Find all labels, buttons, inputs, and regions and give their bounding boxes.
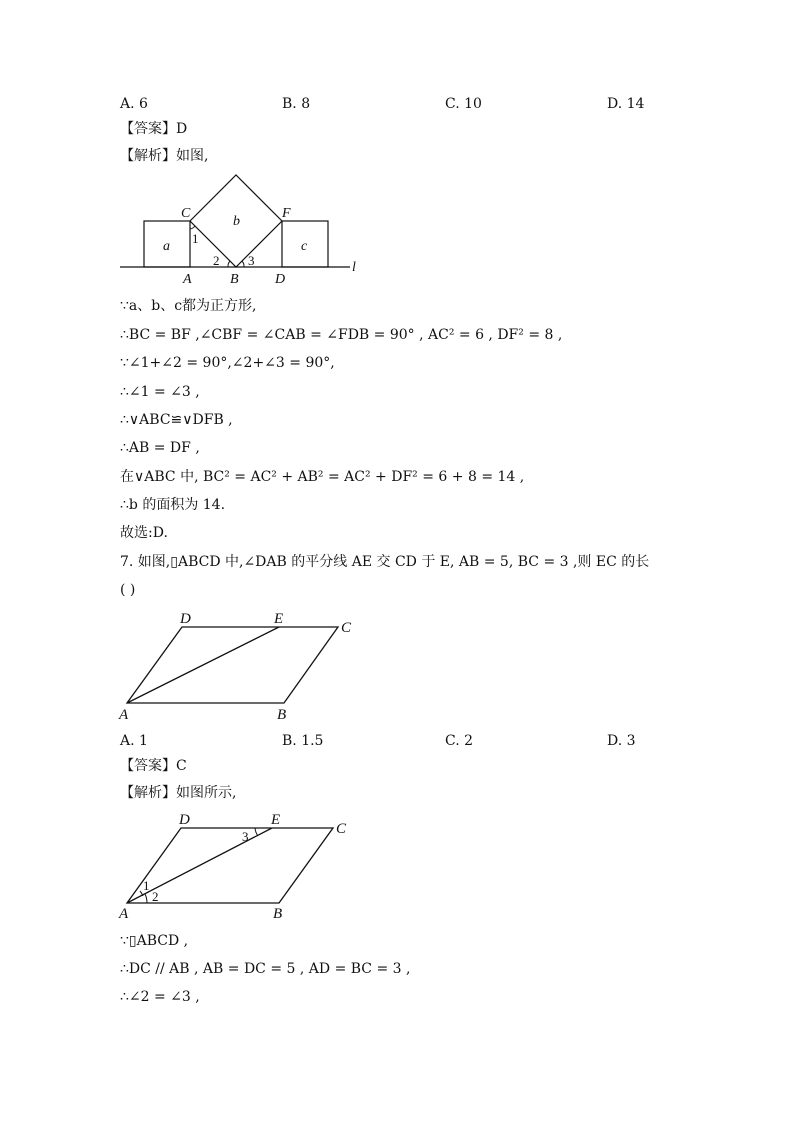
p2-label-C: C [336,821,347,837]
p2-label-A: A [119,906,129,922]
p2-label-1: 1 [143,878,150,893]
p1-label-A: A [119,707,129,723]
p2-label-E: E [271,812,281,828]
q7-option-b: B. 1.5 [282,733,324,749]
p1-label-B: B [277,707,287,723]
step-9: 故选:D. [120,525,168,541]
label-a: a [163,239,170,254]
step-2: ∴BC = BF ,∠CBF = ∠CAB = ∠FDB = 90° , AC² = 6 , DF² = 8 , [120,327,563,343]
p1-label-E: E [274,611,284,627]
label-3: 3 [248,253,255,268]
p1-label-C: C [341,620,352,636]
step-8: ∴b 的面积为 14. [120,497,226,513]
step-6: ∴AB = DF , [120,440,200,456]
label-2: 2 [213,253,220,268]
q7-analysis-intro: 【解析】如图所示, [120,785,237,801]
option-a: A. 6 [120,96,148,112]
label-B: B [230,272,239,287]
q7-step-2: ∴DC // AB , AB = DC = 5 , AD = BC = 3 , [120,961,411,977]
question-7-blank: ( ) [120,582,136,598]
q7-answer-label: 【答案】C [120,758,187,774]
q7-option-d: D. 3 [607,733,636,749]
option-b: B. 8 [282,96,311,112]
p2-label-3: 3 [242,829,249,844]
label-l: l [352,260,356,275]
q7-option-a: A. 1 [120,733,148,749]
q7-step-1: ∵▯ABCD , [120,933,189,949]
q7-option-c: C. 2 [445,733,474,749]
label-A: A [183,272,192,287]
label-c: c [301,239,308,254]
option-d: D. 14 [607,96,645,112]
p2-label-2: 2 [152,889,159,904]
step-1: ∵a、b、c都为正方形, [120,298,257,314]
analysis-intro: 【解析】如图, [120,148,209,164]
question-7: 7. 如图,▯ABCD 中,∠DAB 的平分线 AE 交 CD 于 E, AB = 5, BC = 3 ,则 EC 的长 [120,554,650,570]
label-C: C [181,206,191,221]
step-5: ∴∨ABC≌∨DFB , [120,412,233,428]
option-c: C. 10 [445,96,482,112]
p2-label-B: B [273,906,283,922]
step-4: ∴∠1 = ∠3 , [120,384,200,400]
p1-label-D: D [180,611,191,627]
label-F: F [282,206,291,221]
label-1: 1 [192,231,199,246]
answer-label: 【答案】D [120,121,188,137]
p2-label-D: D [179,812,190,828]
label-D: D [275,272,286,287]
step-7: 在∨ABC 中, BC² = AC² + AB² = AC² + DF² = 6 + 8 = 14 , [120,469,525,485]
step-3: ∵∠1+∠2 = 90°,∠2+∠3 = 90°, [120,355,335,371]
label-b: b [233,214,240,229]
q7-step-3: ∴∠2 = ∠3 , [120,989,200,1005]
